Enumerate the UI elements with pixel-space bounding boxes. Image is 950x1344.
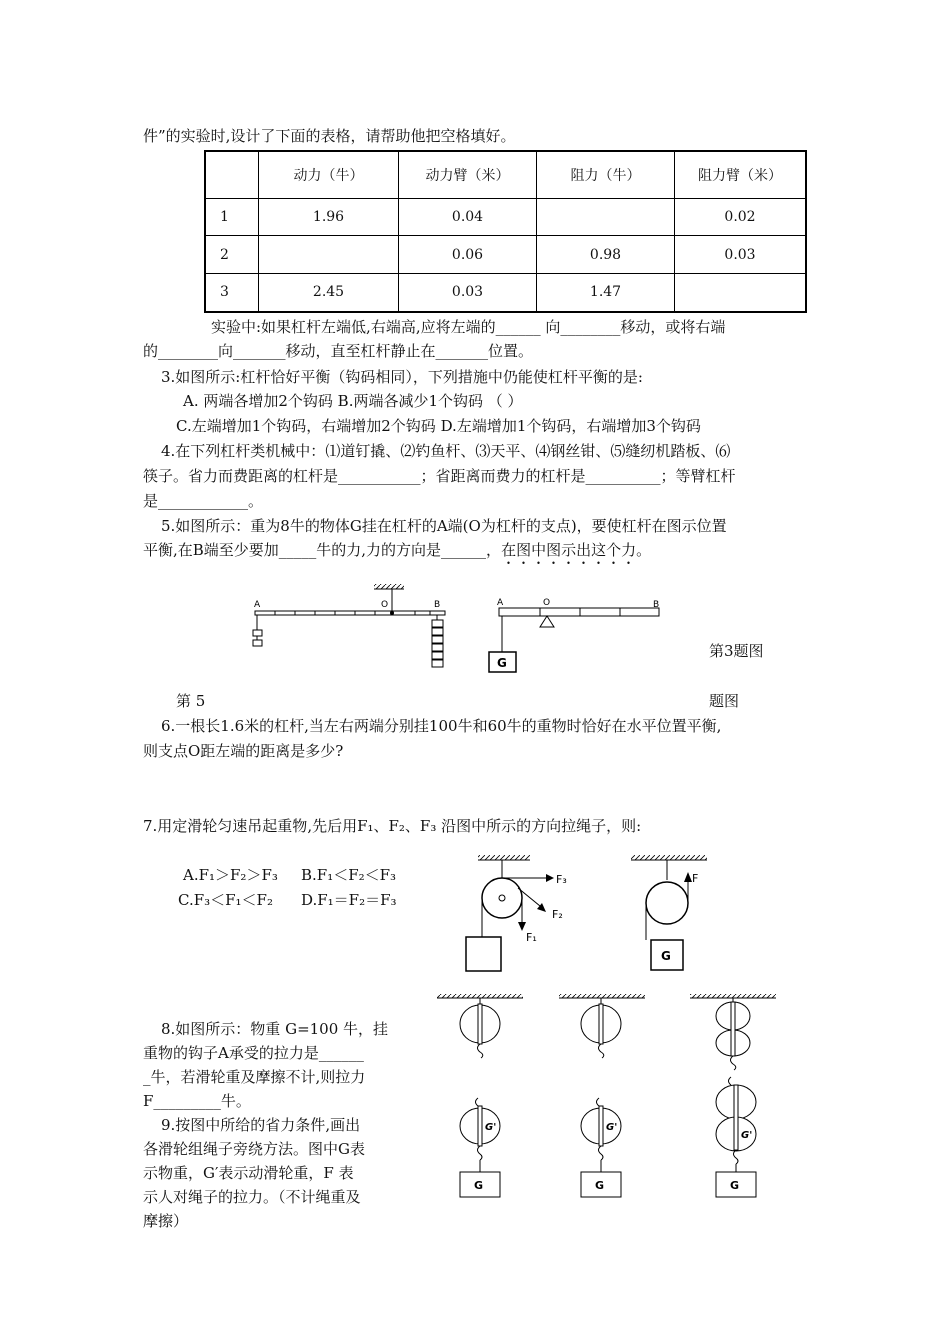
lever-weight-figure bbox=[489, 598, 659, 672]
q7-option-d: D.F₁＝F₂＝F₃ bbox=[301, 891, 397, 909]
label-o: O bbox=[543, 598, 551, 608]
experiment-line-2: 的________向_______移动，直至杠杆静止在_______位置。 bbox=[143, 342, 534, 360]
q8-line-2: 重物的钩子A承受的拉力是______ bbox=[143, 1044, 364, 1062]
q5-line-2-end: 。 bbox=[636, 541, 652, 559]
lever-balance-figure bbox=[253, 584, 445, 667]
table-cell: 1.96 bbox=[259, 198, 399, 235]
label-g: G bbox=[474, 1179, 484, 1192]
label-g: G bbox=[497, 656, 507, 670]
table-cell: 1 bbox=[205, 198, 259, 235]
q6-line-2: 则支点O距左端的距离是多少? bbox=[143, 742, 344, 760]
label-f1: F₁ bbox=[526, 931, 537, 944]
q5-line-2-text: 平衡,在B端至少要加_____牛的力,力的方向是______， bbox=[143, 541, 502, 559]
q7-stem: 7.用定滑轮匀速吊起重物,先后用F₁、F₂、F₃ 沿图中所示的方向拉绳子，则: bbox=[143, 817, 642, 835]
fig5-caption-right: 题图 bbox=[709, 692, 740, 710]
label-f2: F₂ bbox=[552, 908, 563, 921]
q9-line-3: 示物重，G′表示动滑轮重，F 表 bbox=[143, 1164, 354, 1182]
hook-weight bbox=[432, 636, 443, 643]
experiment-line-1: 实验中:如果杠杆左端低,右端高,应将左端的______ 向________移动，或将右端 bbox=[211, 318, 726, 336]
q5-emphasis-text: 在图中图示出这个力 bbox=[501, 541, 637, 559]
ceiling-hatch bbox=[631, 855, 707, 860]
fixed-pulley-forces-figure bbox=[466, 855, 567, 971]
label-g-prime: G' bbox=[741, 1130, 753, 1141]
label-b: B bbox=[434, 600, 441, 610]
table-cell: 0.03 bbox=[399, 273, 537, 312]
fig5-caption-left: 第 5 bbox=[176, 692, 206, 710]
hook bbox=[478, 1146, 483, 1160]
hook bbox=[731, 1056, 736, 1070]
q7-option-b: B.F₁＜F₂＜F₃ bbox=[301, 866, 397, 884]
table-cell: 1.47 bbox=[537, 273, 675, 312]
hook bbox=[599, 1044, 604, 1058]
hook-weight bbox=[432, 644, 443, 651]
hook bbox=[478, 1044, 483, 1058]
fulcrum-triangle bbox=[540, 616, 554, 627]
arrow-f bbox=[684, 872, 692, 882]
table-header-cell: 阻力臂（米） bbox=[675, 151, 807, 198]
ceiling-hatch bbox=[478, 855, 530, 860]
pulley-sets-figure bbox=[437, 994, 776, 1070]
q9-line-2: 各滑轮组绳子旁绕方法。图中G表 bbox=[143, 1140, 365, 1158]
table-cell: 0.02 bbox=[675, 198, 807, 235]
label-g-prime: G' bbox=[485, 1122, 497, 1133]
label-o: O bbox=[381, 600, 389, 610]
lever-bar bbox=[499, 608, 659, 616]
ceiling-hatch bbox=[374, 584, 404, 589]
label-g: G bbox=[595, 1179, 605, 1192]
table-cell: 2 bbox=[205, 236, 259, 273]
q9-line-1: 9.按图中所给的省力条件,画出 bbox=[161, 1116, 361, 1134]
hook-weight bbox=[253, 630, 262, 636]
table-cell: 0.06 bbox=[399, 236, 537, 273]
pivot-point bbox=[390, 611, 394, 615]
hook-weight bbox=[432, 652, 443, 659]
lever-bar bbox=[255, 611, 445, 615]
load-box bbox=[466, 937, 501, 971]
hook bbox=[734, 1150, 739, 1164]
hook-weight bbox=[253, 640, 262, 646]
table-cell: 2.45 bbox=[259, 273, 399, 312]
label-g: G bbox=[730, 1179, 740, 1192]
q3-options-cd: C.左端增加1个钩码，右端增加2个钩码 D.左端增加1个钩码，右端增加3个钩码 bbox=[176, 417, 701, 435]
q8-line-4: F_________牛。 bbox=[143, 1092, 251, 1110]
q7-option-c: C.F₃＜F₁＜F₂ bbox=[178, 891, 273, 909]
table-cell: 0.04 bbox=[399, 198, 537, 235]
table-cell: 3 bbox=[205, 273, 259, 312]
q8-line-1: 8.如图所示：物重 G=100 牛，挂 bbox=[161, 1020, 389, 1038]
table-cell: 0.98 bbox=[537, 236, 675, 273]
fig3-caption: 第3题图 bbox=[709, 642, 764, 660]
q8-line-3: _牛，若滑轮重及摩擦不计,则拉力 bbox=[143, 1068, 366, 1086]
table-header-cell: 阻力（牛） bbox=[537, 151, 675, 198]
q6-line-1: 6.一根长1.6米的杠杆,当左右两端分别挂100牛和60牛的重物时恰好在水平位置平衡, bbox=[161, 717, 722, 735]
hook bbox=[599, 1146, 604, 1160]
arrow-f3 bbox=[546, 874, 554, 882]
label-a: A bbox=[254, 600, 261, 610]
table-cell: 0.03 bbox=[675, 236, 807, 273]
pulley-wheel bbox=[646, 882, 688, 924]
label-f: F bbox=[692, 872, 699, 885]
intro-line: 件”的实验时,设计了下面的表格，请帮助他把空格填好。 bbox=[143, 127, 516, 145]
q4-line-3: 是____________。 bbox=[143, 492, 264, 510]
q7-option-a: A.F₁＞F₂＞F₃ bbox=[183, 866, 278, 884]
hook-weight bbox=[432, 628, 443, 635]
label-g-prime: G' bbox=[606, 1122, 618, 1133]
table-header-cell: 动力臂（米） bbox=[399, 151, 537, 198]
fixed-pulley-up-figure bbox=[631, 855, 707, 970]
q3-stem: 3.如图所示:杠杆恰好平衡（钩码相同），下列措施中仍能使杠杆平衡的是: bbox=[161, 368, 643, 386]
q9-line-4: 示人对绳子的拉力。（不计绳重及 bbox=[143, 1188, 361, 1206]
q5-line-1: 5.如图所示：重为8牛的物体G挂在杠杆的A端(O为杠杆的支点)，要使杠杆在图示位置 bbox=[161, 517, 727, 535]
label-a: A bbox=[497, 598, 504, 608]
label-f3: F₃ bbox=[556, 873, 567, 886]
q3-options-ab: A. 两端各增加2个钩码 B.两端各减少1个钩码 （ ） bbox=[183, 392, 523, 410]
table-header-cell: 动力（牛） bbox=[259, 151, 399, 198]
pulley-groups-figure bbox=[460, 1077, 756, 1197]
q4-line-2: 筷子。省力而费距离的杠杆是___________；省距离而费力的杠杆是__________；等臂杠杆 bbox=[143, 467, 736, 485]
hook-weight bbox=[432, 660, 443, 667]
arrow-f1 bbox=[518, 922, 526, 931]
q9-line-5: 摩擦） bbox=[143, 1212, 189, 1230]
label-g: G bbox=[661, 949, 671, 963]
label-b: B bbox=[653, 600, 660, 610]
q4-line-1: 4.在下列杠杆类机械中：⑴道钉撬、⑵钓鱼杆、⑶天平、⑷钢丝钳、⑸缝纫机踏板、⑹ bbox=[161, 442, 731, 460]
hook-weight bbox=[432, 620, 443, 627]
